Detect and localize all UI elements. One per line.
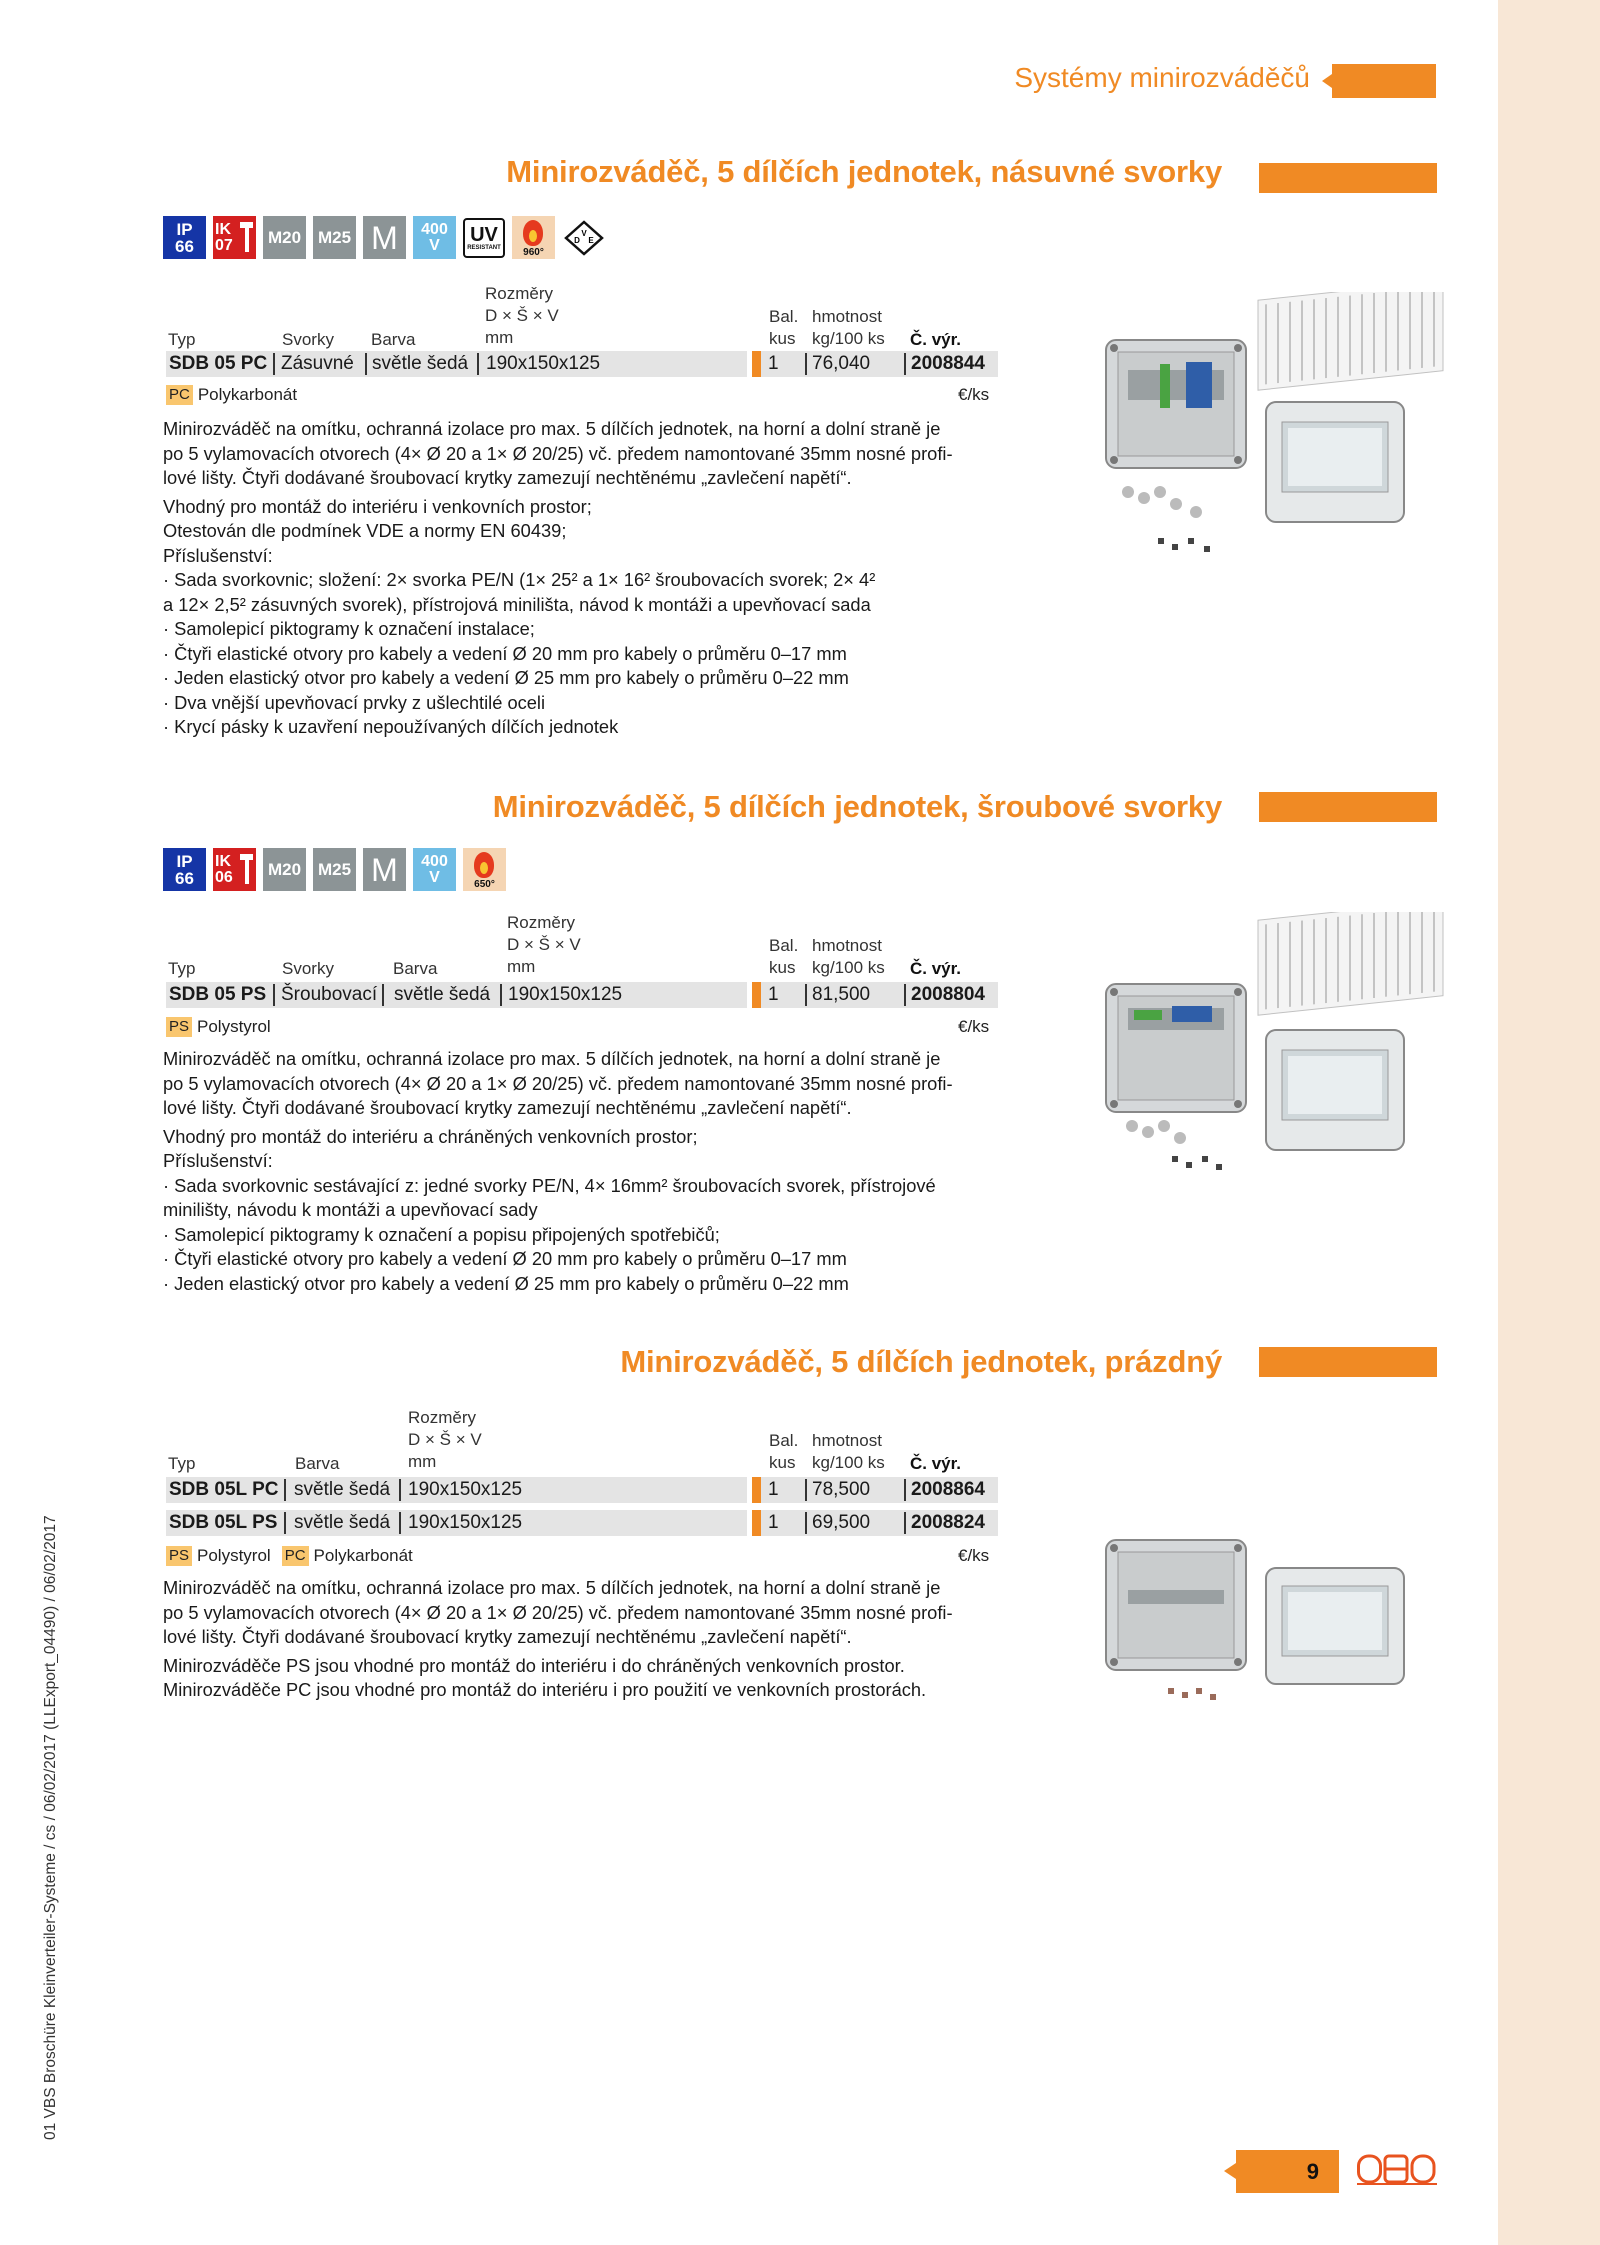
row-hmotnost: 81,500	[812, 984, 871, 1005]
col-typ: Typ	[168, 1454, 196, 1473]
glow-wire-icon: 650°	[463, 848, 506, 891]
row-cislo: 2008804	[911, 984, 985, 1005]
row-svorky: Šroubovací	[281, 984, 378, 1005]
vertical-footer-text: 01 VBS Broschüre Kleinverteiler-Systeme / cs / 06/02/2017 (LLExport_04490) / 06/02/2017	[42, 1515, 59, 2140]
section-bar-3	[1259, 1347, 1437, 1377]
row-hmotnost: 78,500	[812, 1479, 871, 1500]
material-legend	[166, 1546, 413, 1566]
row-cislo: 2008824	[911, 1512, 985, 1533]
material-legend	[166, 385, 297, 405]
ik-impact-icon: IK 07	[213, 216, 256, 259]
row-hmotnost: 76,040	[812, 353, 871, 374]
row-rozmery: 190x150x125	[408, 1479, 523, 1500]
material-tag: PC	[166, 385, 193, 405]
row-bal: 1	[768, 1512, 779, 1533]
m25-icon: M25	[313, 848, 356, 891]
row-bal: 1	[768, 984, 779, 1005]
400v-icon: 400 V	[413, 216, 456, 259]
section-title-1: Minirozváděč, 5 dílčích jednotek, násuvné svorky	[506, 154, 1222, 189]
row-typ: SDB 05 PC	[169, 353, 268, 374]
col-hmotnost: hmotnost kg/100 ks	[812, 936, 885, 977]
row-cislo: 2008844	[911, 353, 985, 374]
page-header-title: Systémy minirozváděčů	[1014, 62, 1310, 93]
col-cislo: Č. výr.	[910, 1454, 962, 1473]
col-barva: Barva	[371, 330, 416, 349]
row-barva: světle šedá	[372, 353, 469, 374]
m25-icon: M25	[313, 216, 356, 259]
material-name: Polystyrol	[197, 1017, 271, 1036]
col-rozmery: Rozměry D × Š × V mm	[507, 913, 581, 976]
col-hmotnost: hmotnost kg/100 ks	[812, 1431, 885, 1472]
material-legend	[166, 1017, 271, 1037]
col-svorky: Svorky	[282, 330, 334, 349]
col-hmotnost: hmotnost kg/100 ks	[812, 307, 885, 348]
section-title-2: Minirozváděč, 5 dílčích jednotek, šroubové svorky	[492, 789, 1222, 824]
material-tag: PS	[166, 1017, 192, 1037]
col-barva: Barva	[393, 959, 438, 978]
material-tag: PS	[166, 1546, 192, 1566]
uv-resistant-icon: UV RESISTANT	[463, 218, 505, 258]
ip66-icon: IP 66	[163, 848, 206, 891]
col-bal: Bal. kus	[769, 1431, 799, 1472]
feature-badges-1	[163, 216, 606, 260]
row-rozmery: 190x150x125	[486, 353, 601, 374]
col-rozmery: Rozměry D × Š × V mm	[485, 284, 559, 347]
m-icon: M	[363, 848, 406, 891]
row-svorky: Zásuvné	[281, 353, 354, 374]
material-tag: PC	[282, 1546, 309, 1566]
m20-icon: M20	[263, 216, 306, 259]
col-cislo: Č. výr.	[910, 330, 962, 349]
table-row	[166, 1510, 998, 1536]
col-typ: Typ	[168, 959, 196, 978]
col-barva: Barva	[295, 1454, 340, 1473]
material-name: Polykarbonát	[197, 385, 298, 404]
price-unit: €/ks	[958, 1017, 990, 1036]
col-typ: Typ	[168, 330, 196, 349]
row-typ: SDB 05 PS	[169, 984, 267, 1005]
row-barva: světle šedá	[394, 984, 491, 1005]
col-rozmery: Rozměry D × Š × V mm	[408, 1408, 482, 1471]
header-tab-marker	[1332, 64, 1436, 98]
feature-badges-2	[163, 848, 506, 891]
description-3: Minirozváděč na omítku, ochranná izolace pro max. 5 dílčích jednotek, na horní a dolní straně je po 5 vylamovacích otvorech (4× Ø 20 a 1× Ø 20/25) vč. předem namontované 35mm nosné profi- lové lišty. Čtyři dodávané šroubovací krytky zamezují nechtěnému „zavlečení napětí“. Minirozváděče PS jsou vhodné pro montáž do interiéru i do chráněných venkovních prostor. Minirozváděče PC jsou vhodné pro montáž do interiéru i pro použití ve venkovních prostorách.	[163, 1577, 953, 1700]
material-name: Polykarbonát	[313, 1546, 413, 1565]
table-row	[166, 1477, 998, 1503]
description-2: Minirozváděč na omítku, ochranná izolace pro max. 5 dílčích jednotek, na horní a dolní straně je po 5 vylamovacích otvorech (4× Ø 20 a 1× Ø 20/25) vč. předem namontované 35mm nosné profi- lové lišty. Čtyři dodávané šroubovací krytky zamezují nechtěnému „zavlečení napětí“. Vhodný pro montáž do interiéru a chráněných venkovních prostor; Příslušenství: · Sada svorkovnic sestávající z: jedné svorky PE/N, 4× 16mm² šroubovacích svorek, přístrojové minilišty, návodu k montáži a upevňovací sady · Samolepicí piktogramy k označení a popisu připojených spotřebičů; · Čtyři elastické otvory pro kabely a vedení Ø 20 mm pro kabely o průměru 0–17 mm · Jeden elastický otvor pro kabely a vedení Ø 25 mm pro kabely o průměru 0–22 mm	[163, 1048, 953, 1294]
row-hmotnost: 69,500	[812, 1512, 871, 1533]
glow-wire-icon: 960°	[512, 216, 555, 259]
price-unit: €/ks	[958, 385, 990, 404]
col-cislo: Č. výr.	[910, 959, 962, 978]
row-rozmery: 190x150x125	[408, 1512, 523, 1533]
product-image-2	[1098, 912, 1458, 1182]
col-bal: Bal. kus	[769, 936, 799, 977]
section-title-3: Minirozváděč, 5 dílčích jednotek, prázdný	[620, 1344, 1222, 1379]
col-svorky: Svorky	[282, 959, 334, 978]
row-typ: SDB 05L PS	[169, 1512, 278, 1533]
m20-icon: M20	[263, 848, 306, 891]
row-rozmery: 190x150x125	[508, 984, 623, 1005]
row-bal: 1	[768, 353, 779, 374]
svg-text:V: V	[581, 229, 587, 238]
400v-icon: 400 V	[413, 848, 456, 891]
ik-impact-icon: IK 06	[213, 848, 256, 891]
ip66-icon: IP 66	[163, 216, 206, 259]
table-row	[166, 351, 998, 377]
m-icon: M	[363, 216, 406, 259]
row-barva: světle šedá	[294, 1479, 391, 1500]
material-name: Polystyrol	[197, 1546, 271, 1565]
description-1: Minirozváděč na omítku, ochranná izolace pro max. 5 dílčích jednotek, na horní a dolní straně je po 5 vylamovacích otvorech (4× Ø 20 a 1× Ø 20/25) vč. předem namontované 35mm nosné profi- lové lišty. Čtyři dodávané šroubovací krytky zamezují nechtěnému „zavlečení napětí“. Vhodný pro montáž do interiéru i venkovních prostor; Otestován dle podmínek VDE a normy EN 60439; Příslušenství: · Sada svorkovnic; složení: 2× svorka PE/N (1× 25² a 1× 16² šroubovacích svorek; 2× 4² a 12× 2,5² zásuvných svorek), přístrojová minilišta, návod k montáži a upevňovací sada · Samolepicí piktogramy k označení instalace; · Čtyři elastické otvory pro kabely a vedení Ø 20 mm pro kabely o průměru 0–17 mm · Jeden elastický otvor pro kabely a vedení Ø 25 mm pro kabely o průměru 0–22 mm · Dva vnější upevňovací prvky z ušlechtilé oceli · Krycí pásky k uzavření nepoužívaných dílčích jednotek	[163, 418, 953, 737]
section-bar-1	[1259, 163, 1437, 193]
svg-text:D: D	[574, 236, 580, 245]
row-bal: 1	[768, 1479, 779, 1500]
side-strip	[1498, 0, 1600, 2245]
table-row	[166, 982, 998, 1008]
vde-icon	[562, 216, 606, 260]
page-number: 9	[1236, 2150, 1339, 2193]
obo-logo-icon	[1357, 2152, 1437, 2186]
product-image-1	[1098, 292, 1458, 572]
svg-text:E: E	[588, 236, 594, 245]
section-bar-2	[1259, 792, 1437, 822]
product-image-3	[1098, 1530, 1458, 1710]
row-typ: SDB 05L PC	[169, 1479, 279, 1500]
row-cislo: 2008864	[911, 1479, 985, 1500]
row-barva: světle šedá	[294, 1512, 391, 1533]
col-bal: Bal. kus	[769, 307, 799, 348]
price-unit: €/ks	[958, 1546, 990, 1565]
